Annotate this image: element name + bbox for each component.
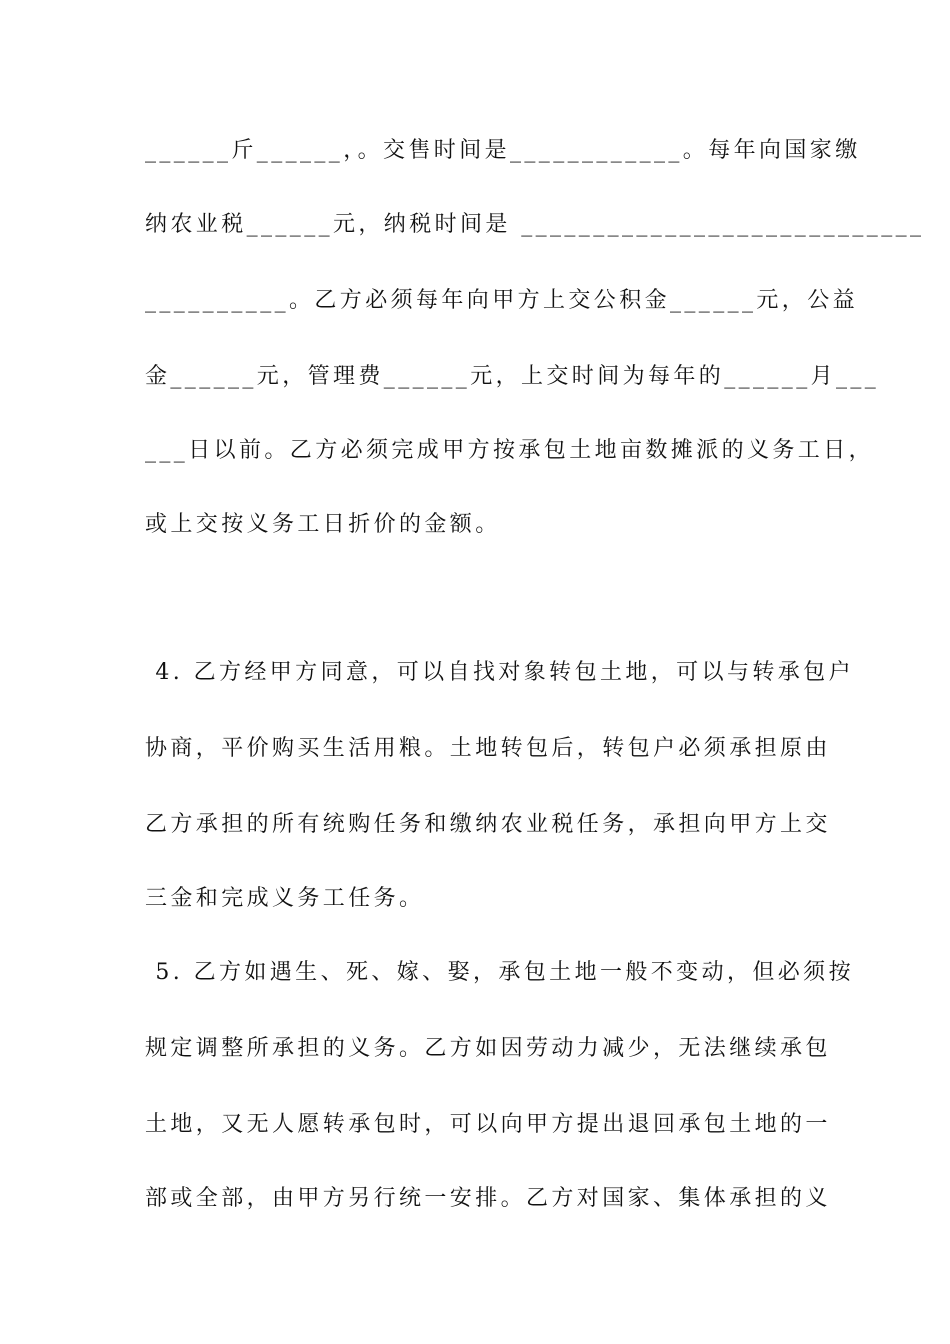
text-line: ___日以前。乙方必须完成甲方按承包土地亩数摊派的义务工日， — [145, 438, 875, 463]
text-line: 部或全部，由甲方另行统一安排。乙方对国家、集体承担的义 — [145, 1186, 831, 1211]
text-line: ______斤______，。交售时间是____________。每年向国家缴 — [145, 138, 861, 163]
text-line: 5. 乙方如遇生、死、嫁、娶，承包土地一般不变动，但必须按 — [145, 960, 854, 985]
text-line: 4. 乙方经甲方同意，可以自找对象转包土地，可以与转承包户 — [145, 660, 854, 685]
text-line: 纳农业税______元，纳税时间是 ____________________________ — [145, 212, 925, 237]
text-line: 规定调整所承担的义务。乙方如因劳动力减少，无法继续承包 — [145, 1036, 831, 1061]
text-line: 协商，平价购买生活用粮。土地转包后，转包户必须承担原由 — [145, 736, 831, 761]
text-line: 土地，又无人愿转承包时，可以向甲方提出退回承包土地的一 — [145, 1112, 831, 1137]
text-line: 乙方承担的所有统购任务和缴纳农业税任务，承担向甲方上交 — [145, 812, 831, 837]
text-line: __________。乙方必须每年向甲方上交公积金______元，公益 — [145, 288, 859, 313]
text-line: 三金和完成义务工任务。 — [145, 886, 425, 911]
text-line: 或上交按义务工日折价的金额。 — [145, 512, 501, 537]
text-line: 金______元，管理费______元，上交时间为每年的______月___ — [145, 364, 880, 389]
